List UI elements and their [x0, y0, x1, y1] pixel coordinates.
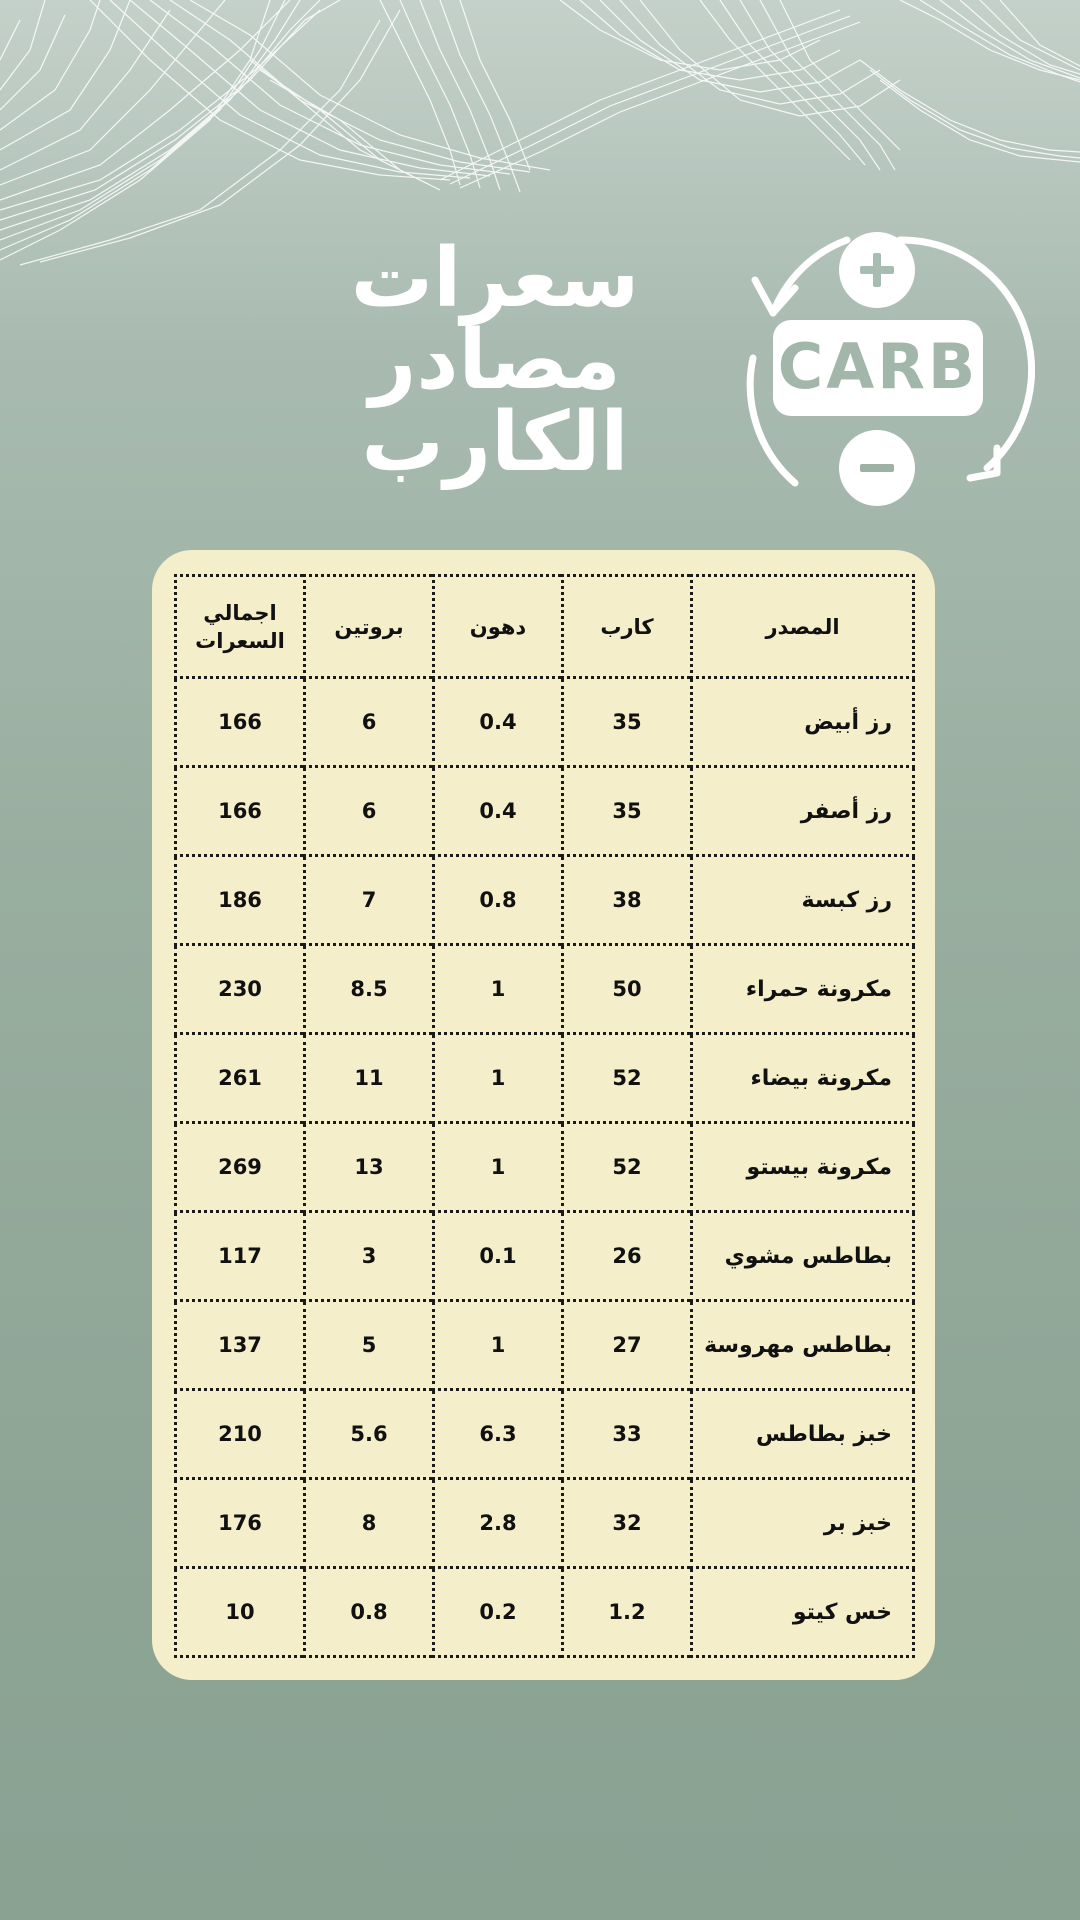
header-total-line: السعرات: [195, 628, 285, 653]
cell-protein: 11: [305, 1034, 434, 1123]
minus-icon: [839, 430, 915, 506]
cell-total: 137: [176, 1301, 305, 1390]
cell-protein: 5: [305, 1301, 434, 1390]
cell-carb: 35: [563, 767, 692, 856]
cell-fat: 1: [434, 1123, 563, 1212]
table-row: [176, 1479, 914, 1568]
cell-carb: 38: [563, 856, 692, 945]
cell-total: 210: [176, 1390, 305, 1479]
cell-total: 230: [176, 945, 305, 1034]
title-line: الكارب: [361, 395, 629, 490]
table-row: [176, 1568, 914, 1657]
cell-fat: 2.8: [434, 1479, 563, 1568]
table-row: [176, 767, 914, 856]
cell-carb: 52: [563, 1034, 692, 1123]
cell-total: 176: [176, 1479, 305, 1568]
cell-source: بطاطس مهروسة: [692, 1301, 914, 1390]
cell-total: 166: [176, 678, 305, 767]
cell-carb: 26: [563, 1212, 692, 1301]
cell-carb: 52: [563, 1123, 692, 1212]
title-line: مصادر: [369, 313, 621, 408]
header-protein: بروتين: [305, 576, 434, 678]
cell-source: مكرونة بيستو: [692, 1123, 914, 1212]
title-line: سعرات: [350, 231, 640, 326]
cell-source: مكرونة حمراء: [692, 945, 914, 1034]
table-header-row: [176, 576, 914, 678]
cell-fat: 0.8: [434, 856, 563, 945]
cell-carb: 35: [563, 678, 692, 767]
cell-fat: 0.4: [434, 678, 563, 767]
cell-fat: 6.3: [434, 1390, 563, 1479]
cell-total: 117: [176, 1212, 305, 1301]
cell-total: 10: [176, 1568, 305, 1657]
cell-protein: 0.8: [305, 1568, 434, 1657]
cell-fat: 1: [434, 1301, 563, 1390]
header-source: المصدر: [692, 576, 914, 678]
cell-source: رز أصفر: [692, 767, 914, 856]
cell-total: 261: [176, 1034, 305, 1123]
header-carb: كارب: [563, 576, 692, 678]
table-row: [176, 945, 914, 1034]
carb-logo: [735, 228, 1035, 513]
cell-total: 166: [176, 767, 305, 856]
header-total-calories: [176, 576, 305, 678]
table-row: [176, 678, 914, 767]
table-row: [176, 1301, 914, 1390]
logo-text: CARB: [777, 330, 979, 403]
cell-source: مكرونة بيضاء: [692, 1034, 914, 1123]
table-row: [176, 1390, 914, 1479]
plus-icon: [839, 232, 915, 308]
table-row: [176, 1212, 914, 1301]
cell-protein: 5.6: [305, 1390, 434, 1479]
nutrition-card: [152, 550, 935, 1680]
cell-source: خبز بر: [692, 1479, 914, 1568]
cell-fat: 1: [434, 945, 563, 1034]
nutrition-table: [174, 574, 915, 1658]
cell-carb: 50: [563, 945, 692, 1034]
table-row: [176, 1123, 914, 1212]
cell-protein: 13: [305, 1123, 434, 1212]
cell-source: خس كيتو: [692, 1568, 914, 1657]
cell-source: بطاطس مشوي: [692, 1212, 914, 1301]
cell-source: رز كبسة: [692, 856, 914, 945]
header-total-line: اجمالي: [203, 600, 277, 625]
cell-protein: 7: [305, 856, 434, 945]
cell-carb: 32: [563, 1479, 692, 1568]
cell-protein: 6: [305, 678, 434, 767]
cell-fat: 0.2: [434, 1568, 563, 1657]
cell-protein: 6: [305, 767, 434, 856]
cell-carb: 27: [563, 1301, 692, 1390]
header-fat: دهون: [434, 576, 563, 678]
cell-source: خبز بطاطس: [692, 1390, 914, 1479]
cell-total: 186: [176, 856, 305, 945]
table-row: [176, 1034, 914, 1123]
table-row: [176, 856, 914, 945]
cell-protein: 8: [305, 1479, 434, 1568]
cell-source: رز أبيض: [692, 678, 914, 767]
cell-carb: 1.2: [563, 1568, 692, 1657]
page-title: [330, 231, 660, 490]
cell-carb: 33: [563, 1390, 692, 1479]
cell-fat: 0.4: [434, 767, 563, 856]
cell-fat: 0.1: [434, 1212, 563, 1301]
cell-fat: 1: [434, 1034, 563, 1123]
cell-protein: 8.5: [305, 945, 434, 1034]
cell-total: 269: [176, 1123, 305, 1212]
cell-protein: 3: [305, 1212, 434, 1301]
